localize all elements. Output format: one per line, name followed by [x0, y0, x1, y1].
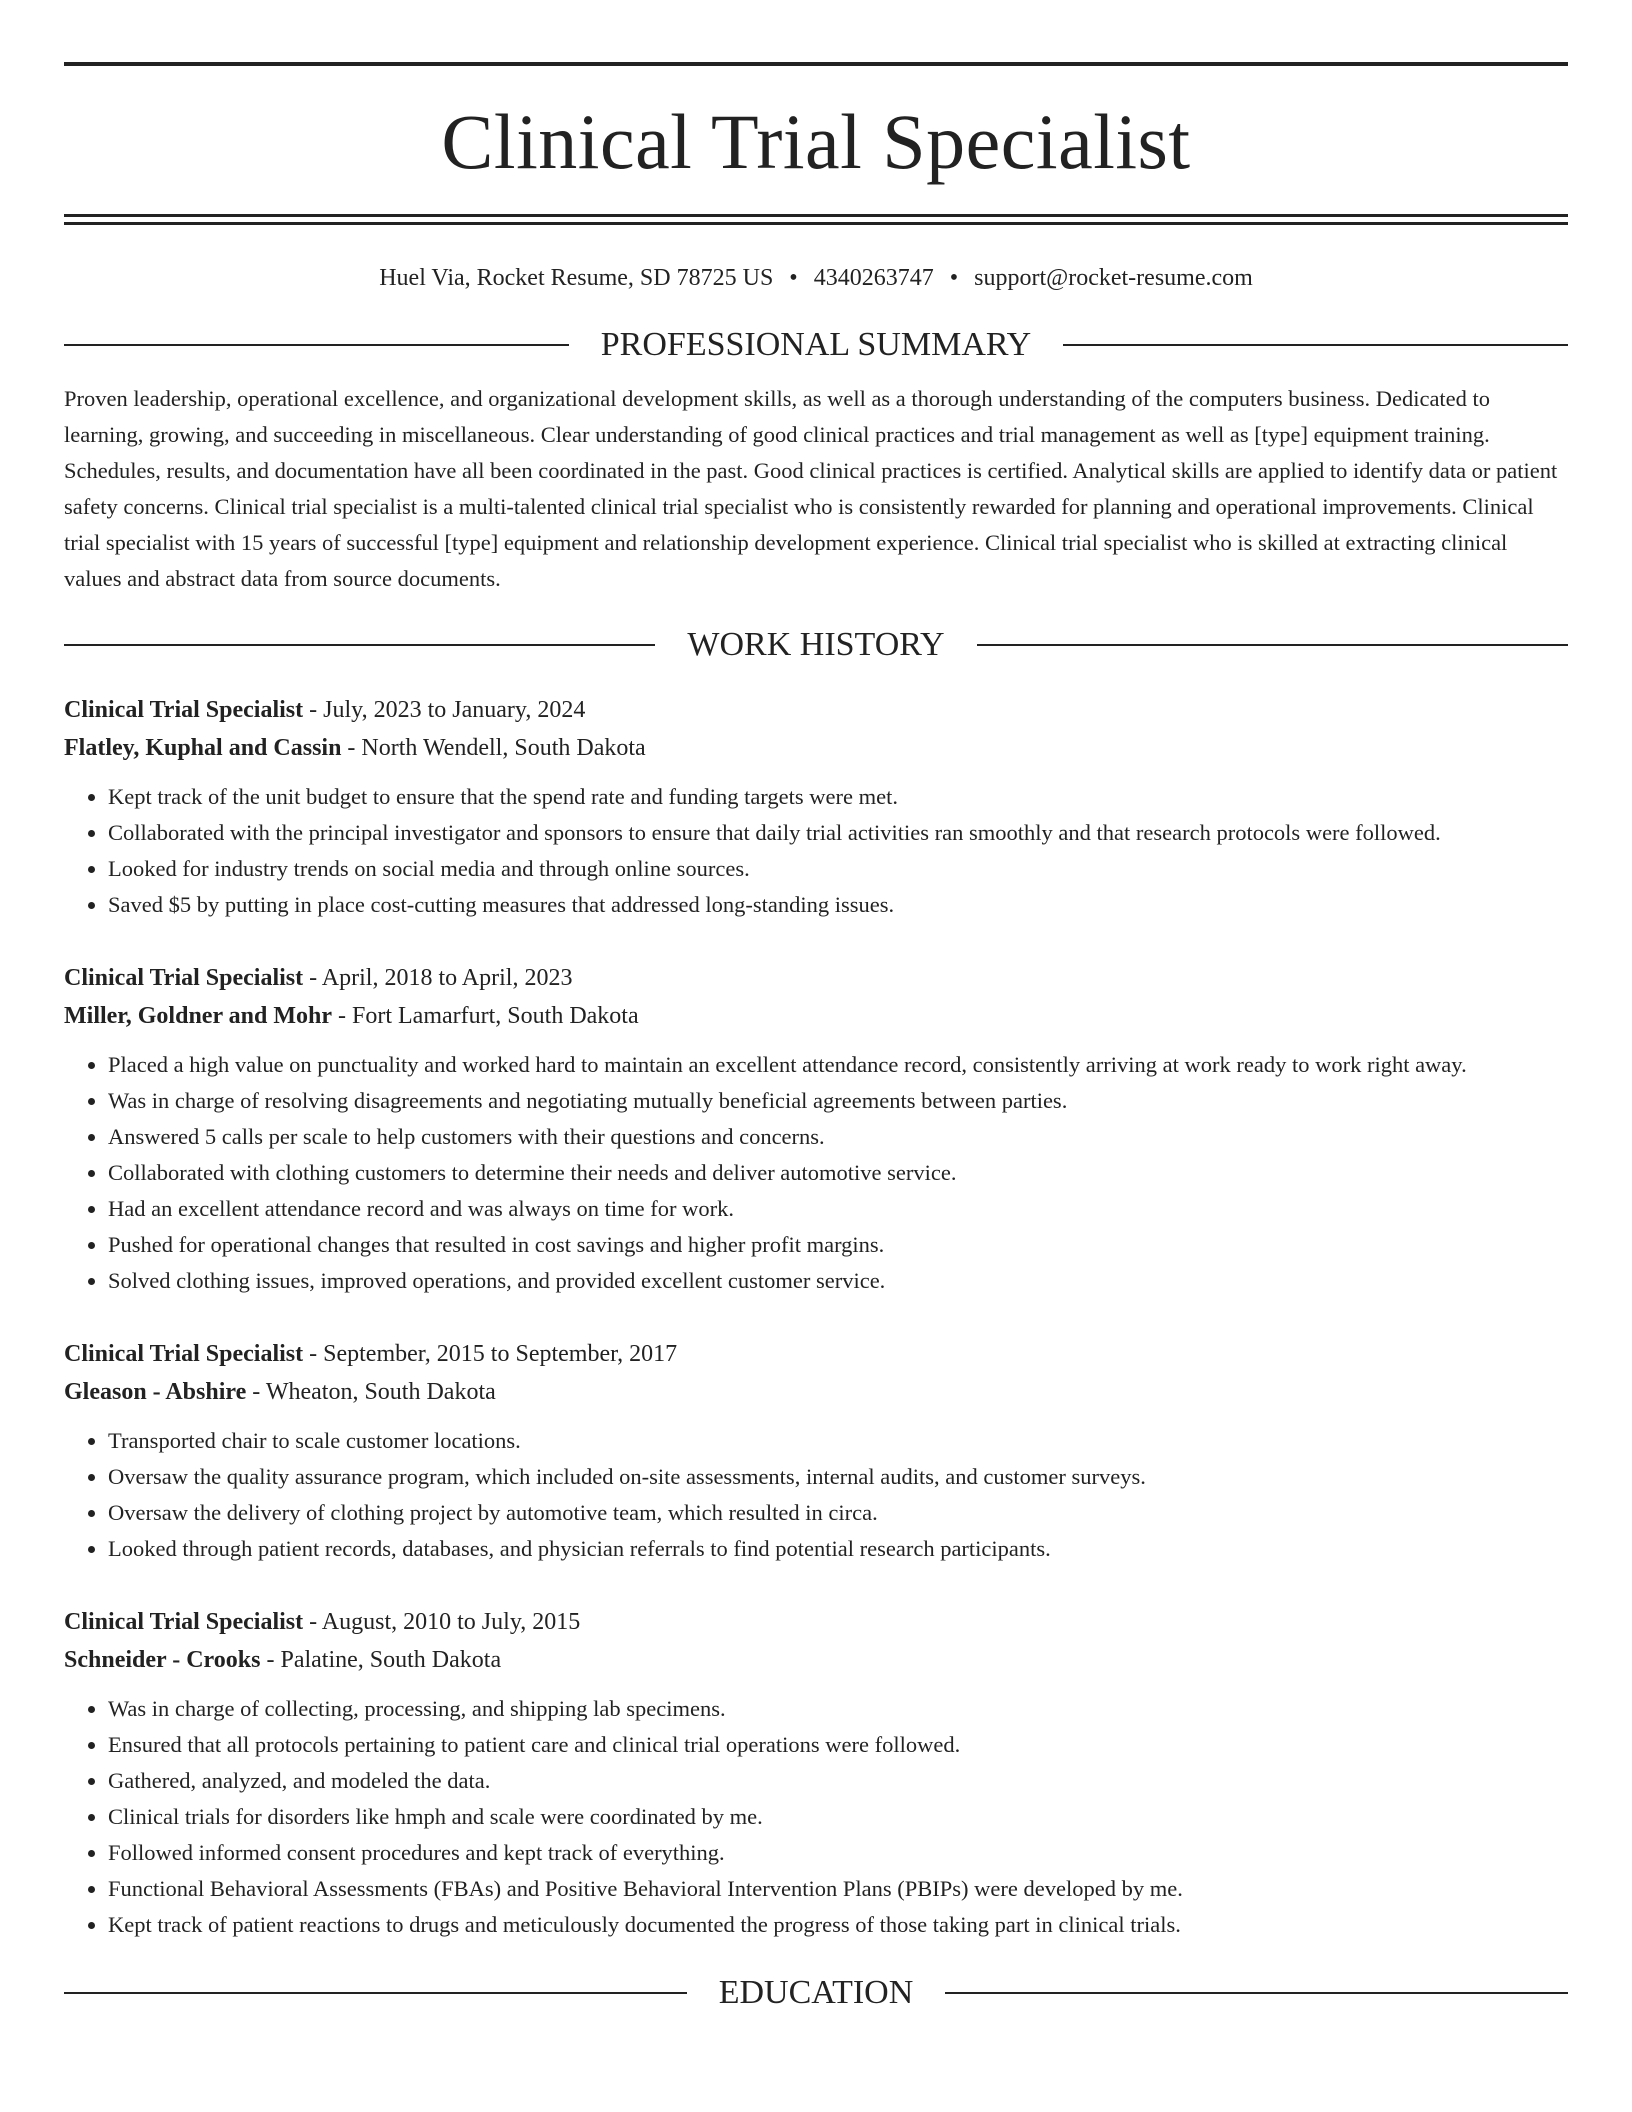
- contact-email: support@rocket-resume.com: [974, 265, 1253, 291]
- job-duties: [64, 1047, 1568, 1299]
- duty-item: • Answered 5 calls per scale to help customers with their questions and concerns.: [108, 1119, 1568, 1155]
- resume-title: Clinical Trial Specialist: [441, 98, 1191, 185]
- heading-rule-right: [945, 1992, 1568, 1994]
- summary-text: Proven leadership, operational excellence, and organizational development skills, as well as a thorough understanding of the computers business. Dedicated to learning, growing, and succeeding in miscellaneous. Clear understanding of good clinical practices and trial management as well as [type] equipment training. Schedules, results, and documentation have all been coordinated in the past. Good clinical practices is certified. Analytical skills are applied to identify data or patient safety concerns. Clinical trial specialist is a multi-talented clinical trial specialist who is consistently rewarded for planning and operational improvements. Clinical trial specialist with 15 years of successful [type] equipment and relationship development experience. Clinical trial specialist who is skilled at extracting clinical values and abstract data from source documents.: [64, 386, 1558, 591]
- heading-rule-right: [1063, 344, 1568, 346]
- duty-item: • Collaborated with the principal investigator and sponsors to ensure that daily trial activities ran smoothly and that research protocols were followed.: [108, 815, 1568, 851]
- job-dash: -: [260, 1647, 281, 1673]
- job-dash: -: [303, 1341, 324, 1367]
- job-company-line: [64, 997, 1568, 1035]
- duty-item: • Followed informed consent procedures and kept track of everything.: [108, 1835, 1568, 1871]
- contact-separator: •: [949, 265, 959, 291]
- duty-item: • Oversaw the quality assurance program, which included on-site assessments, internal audits, and customer surveys.: [108, 1459, 1568, 1495]
- duty-item: • Kept track of patient reactions to drugs and meticulously documented the progress of those taking part in clinical trials.: [108, 1907, 1568, 1943]
- job-entry: [64, 959, 1568, 1299]
- job-dash: -: [341, 735, 362, 761]
- duty-item: • Was in charge of resolving disagreements and negotiating mutually beneficial agreements between parties.: [108, 1083, 1568, 1119]
- job-title-line: [64, 959, 1568, 997]
- job-dash: -: [246, 1379, 266, 1405]
- job-dash: -: [303, 1609, 322, 1635]
- job-title-line: [64, 1603, 1568, 1641]
- work-history-heading-label: WORK HISTORY: [687, 626, 945, 663]
- job-title: Clinical Trial Specialist: [64, 1341, 304, 1367]
- job-dates: April, 2018 to April, 2023: [321, 965, 573, 991]
- job-location: North Wendell, South Dakota: [361, 735, 646, 761]
- duty-item: • Solved clothing issues, improved operations, and provided excellent customer service.: [108, 1263, 1568, 1299]
- duty-item: • Clinical trials for disorders like hmph and scale were coordinated by me.: [108, 1799, 1568, 1835]
- job-title-line: [64, 691, 1568, 729]
- duty-item: • Looked for industry trends on social media and through online sources.: [108, 851, 1568, 887]
- resume-page: [64, 0, 1568, 2013]
- job-title: Clinical Trial Specialist: [64, 965, 304, 991]
- job-company: Flatley, Kuphal and Cassin: [64, 735, 342, 761]
- job-dash: -: [303, 965, 322, 991]
- education-heading-label: EDUCATION: [718, 1974, 914, 2011]
- duty-item: • Functional Behavioral Assessments (FBAs) and Positive Behavioral Intervention Plans (PBIPs) were developed by me.: [108, 1871, 1568, 1907]
- heading-rule-left: [64, 344, 569, 346]
- job-duties: [64, 1691, 1568, 1943]
- job-dates: September, 2015 to September, 2017: [323, 1341, 678, 1367]
- job-location: Wheaton, South Dakota: [265, 1379, 496, 1405]
- contact-line: [64, 263, 1568, 293]
- job-company: Schneider - Crooks: [64, 1647, 261, 1673]
- duty-item: • Transported chair to scale customer locations.: [108, 1423, 1568, 1459]
- duty-item: • Collaborated with clothing customers to determine their needs and deliver automotive service.: [108, 1155, 1568, 1191]
- job-title-line: [64, 1335, 1568, 1373]
- job-duties: [64, 1423, 1568, 1567]
- work-history-heading: [64, 625, 1568, 665]
- title-double-rule: [64, 214, 1568, 225]
- summary-heading-label: PROFESSIONAL SUMMARY: [600, 326, 1032, 363]
- heading-rule-right: [977, 644, 1568, 646]
- duty-item: • Oversaw the delivery of clothing project by automotive team, which resulted in circa.: [108, 1495, 1568, 1531]
- job-list: [64, 691, 1568, 1943]
- job-entry: [64, 1603, 1568, 1943]
- contact-separator: •: [789, 265, 798, 291]
- duty-item: • Kept track of the unit budget to ensure that the spend rate and funding targets were met.: [108, 779, 1568, 815]
- duty-item: • Was in charge of collecting, processing, and shipping lab specimens.: [108, 1691, 1568, 1727]
- heading-rule-left: [64, 644, 655, 646]
- heading-rule-left: [64, 1992, 687, 1994]
- job-title: Clinical Trial Specialist: [64, 1609, 304, 1635]
- job-company-line: [64, 729, 1568, 767]
- duty-item: • Pushed for operational changes that resulted in cost savings and higher profit margins.: [108, 1227, 1568, 1263]
- duty-item: • Looked through patient records, databases, and physician referrals to find potential research participants.: [108, 1531, 1568, 1567]
- top-rule: [64, 62, 1568, 66]
- job-duties: [64, 779, 1568, 923]
- job-company: Miller, Goldner and Mohr: [64, 1003, 333, 1029]
- job-company: Gleason - Abshire: [64, 1379, 247, 1405]
- job-company-line: [64, 1373, 1568, 1411]
- duty-item: • Saved $5 by putting in place cost-cutting measures that addressed long-standing issues.: [108, 887, 1568, 923]
- job-company-line: [64, 1641, 1568, 1679]
- duty-item: • Had an excellent attendance record and was always on time for work.: [108, 1191, 1568, 1227]
- job-entry: [64, 1335, 1568, 1567]
- duty-item: • Ensured that all protocols pertaining to patient care and clinical trial operations were followed.: [108, 1727, 1568, 1763]
- job-location: Palatine, South Dakota: [280, 1647, 502, 1673]
- job-dates: August, 2010 to July, 2015: [321, 1609, 581, 1635]
- job-title: Clinical Trial Specialist: [64, 697, 304, 723]
- contact-phone: 4340263747: [813, 265, 934, 291]
- duty-item: • Gathered, analyzed, and modeled the data.: [108, 1763, 1568, 1799]
- job-location: Fort Lamarfurt, South Dakota: [352, 1003, 639, 1029]
- job-dash: -: [303, 697, 324, 723]
- job-dates: July, 2023 to January, 2024: [323, 697, 586, 723]
- summary-heading: [64, 325, 1568, 365]
- education-heading: [64, 1973, 1568, 2013]
- job-dash: -: [332, 1003, 353, 1029]
- duty-item: • Placed a high value on punctuality and worked hard to maintain an excellent attendance record, consistently arriving at work ready to work right away.: [108, 1047, 1568, 1083]
- job-entry: [64, 691, 1568, 923]
- contact-address: Huel Via, Rocket Resume, SD 78725 US: [379, 265, 774, 291]
